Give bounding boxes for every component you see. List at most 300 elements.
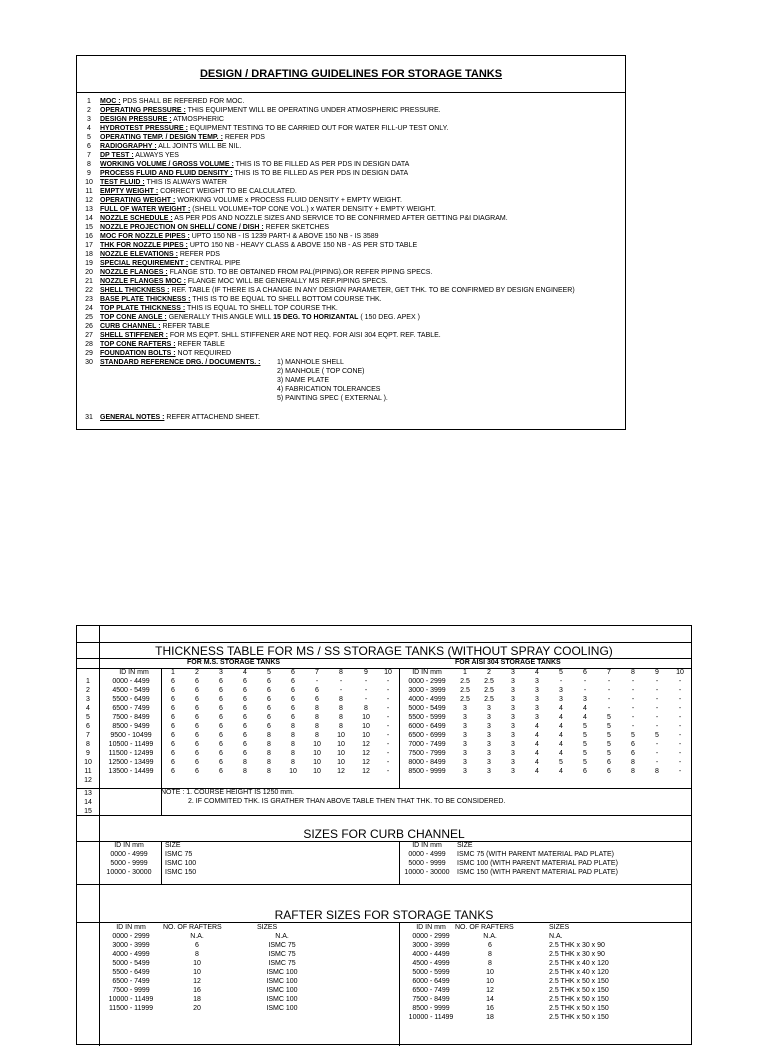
guideline-number: 12: [85, 197, 93, 204]
guideline-number: 30: [85, 359, 93, 366]
guideline-label: DP TEST :: [100, 152, 134, 159]
ms-thickness-value: 8: [291, 723, 295, 730]
guideline-number: 16: [85, 233, 93, 240]
guideline-label: NOZZLE ELEVATIONS :: [100, 251, 178, 258]
guideline-text: [100, 223, 329, 232]
ss-thickness-value: -: [678, 714, 682, 721]
ms-id-range: 9500 - 10499: [110, 732, 152, 739]
ss-thickness-value: 3: [463, 759, 467, 766]
course-header: 3: [511, 669, 515, 676]
rule: [161, 841, 162, 884]
ms-thickness-value: 6: [267, 678, 271, 685]
ss-thickness-value: 3: [511, 714, 515, 721]
guideline-text: [100, 106, 441, 115]
guideline-label: OPERATING PRESSURE :: [100, 107, 186, 114]
guidelines-box: [76, 55, 626, 430]
guideline-label: BASE PLATE THICKNESS :: [100, 296, 191, 303]
ss-thickness-value: 4: [535, 759, 539, 766]
ss-thickness-value: -: [655, 759, 659, 766]
ms-thickness-value: 6: [171, 696, 175, 703]
ss-thickness-value: 4: [559, 714, 563, 721]
ms-thickness-value: 6: [171, 678, 175, 685]
guideline-value: WORKING VOLUME x PROCESS FLUID DENSITY + EMPTY WEIGHT.: [175, 197, 403, 204]
curb-title: SIZES FOR CURB CHANNEL: [303, 827, 465, 841]
guideline-label: EMPTY WEIGHT :: [100, 188, 159, 195]
ss-thickness-value: 4: [559, 750, 563, 757]
ms-thickness-value: 8: [243, 768, 247, 775]
guideline-value: ATMOSPHERIC: [171, 116, 224, 123]
reference-doc-item: 1) MANHOLE SHELL: [277, 359, 344, 366]
ss-id-range: 5500 - 5999: [408, 714, 446, 721]
ss-thickness-value: 3: [487, 705, 491, 712]
guidelines-title: DESIGN / DRAFTING GUIDELINES FOR STORAGE TANKS: [199, 68, 503, 80]
guideline-value: REFER TABLE: [175, 341, 225, 348]
ss-thickness-value: 3: [463, 768, 467, 775]
row-number: 10: [84, 759, 92, 766]
ms-id-range: 10500 - 11499: [108, 741, 154, 748]
row-number: 9: [86, 750, 90, 757]
ms-thickness-value: -: [339, 678, 343, 685]
guideline-number: 22: [85, 287, 93, 294]
ss-thickness-value: -: [655, 723, 659, 730]
ss-id-range: 6500 - 6999: [408, 732, 446, 739]
guideline-number: 11: [85, 188, 93, 195]
ms-thickness-value: 6: [195, 741, 199, 748]
ms-thickness-value: 6: [291, 714, 295, 721]
ms-thickness-value: -: [386, 759, 390, 766]
ss-id-range: 3000 - 3999: [408, 687, 446, 694]
ss-thickness-value: -: [678, 768, 682, 775]
ms-id-range: 8500 - 9499: [112, 723, 150, 730]
ms-thickness-value: 6: [171, 723, 175, 730]
course-header: 5: [559, 669, 563, 676]
guideline-number: 13: [85, 206, 93, 213]
guideline-text: [100, 196, 402, 205]
ss-thickness-value: 3: [463, 741, 467, 748]
ms-thickness-value: 8: [267, 732, 271, 739]
rafter-count: 10: [486, 969, 494, 976]
reference-doc-item: 2) MANHOLE ( TOP CONE): [277, 368, 365, 375]
ms-thickness-value: 6: [243, 750, 247, 757]
ss-thickness-value: -: [655, 696, 659, 703]
rafter-count: 8: [488, 960, 492, 967]
ms-id-range: 7500 - 8499: [112, 714, 150, 721]
guideline-text: [100, 142, 241, 151]
curb-id-range: 10000 - 30000: [106, 869, 152, 876]
ss-thickness-value: -: [631, 714, 635, 721]
ss-thickness-value: 3: [559, 696, 563, 703]
ms-thickness-value: 6: [171, 741, 175, 748]
row-number: 8: [86, 741, 90, 748]
rafter-id-range: 7500 - 9999: [112, 987, 150, 994]
guideline-label: TOP CONE ANGLE :: [100, 314, 167, 321]
rafter-size: 2.5 THK x 40 x 120: [549, 969, 609, 976]
curb-size: ISMC 75 (WITH PARENT MATERIAL PAD PLATE): [457, 851, 615, 858]
course-header: 8: [631, 669, 635, 676]
guideline-label: STANDARD REFERENCE DRG. / DOCUMENTS. :: [100, 359, 261, 366]
ss-thickness-value: 5: [607, 741, 611, 748]
ss-id-range: 5000 - 5499: [408, 705, 446, 712]
guideline-text: [100, 97, 244, 106]
guideline-value: THIS IS EQUAL TO SHELL TOP COURSE THK.: [185, 305, 338, 312]
guideline-label: SHELL THICKNESS :: [100, 287, 170, 294]
rafter-id-range: 4000 - 4499: [412, 951, 450, 958]
ms-thickness-value: 6: [243, 687, 247, 694]
ss-thickness-value: -: [655, 705, 659, 712]
guideline-number: 6: [87, 143, 91, 150]
ss-id-range: 8500 - 9999: [408, 768, 446, 775]
ss-thickness-value: -: [655, 687, 659, 694]
ss-thickness-value: 8: [655, 768, 659, 775]
rafter-id-range: 6000 - 6499: [412, 978, 450, 985]
guideline-number: 18: [85, 251, 93, 258]
guideline-label: WORKING VOLUME / GROSS VOLUME :: [100, 161, 234, 168]
row-number: 14: [84, 799, 92, 806]
course-header: 10: [676, 669, 684, 676]
ms-thickness-value: 6: [171, 687, 175, 694]
ss-thickness-value: 3: [487, 759, 491, 766]
ms-thickness-value: 6: [219, 696, 223, 703]
ss-id-range: 4000 - 4999: [408, 696, 446, 703]
guideline-label: DESIGN PRESSURE :: [100, 116, 172, 123]
ms-thickness-value: -: [364, 678, 368, 685]
thickness-title: THICKNESS TABLE FOR MS / SS STORAGE TANKS (WITHOUT SPRAY COOLING): [155, 644, 613, 658]
ms-thickness-value: 6: [195, 759, 199, 766]
row-number: 6: [86, 723, 90, 730]
ss-thickness-value: -: [678, 687, 682, 694]
rafter-title: RAFTER SIZES FOR STORAGE TANKS: [274, 908, 494, 922]
rafter-id-range: 0000 - 2999: [112, 933, 150, 940]
guideline-text: [100, 358, 260, 367]
guideline-label: OPERATING WEIGHT :: [100, 197, 176, 204]
ss-thickness-value: -: [678, 678, 682, 685]
ss-thickness-value: 3: [487, 714, 491, 721]
guideline-value: ALL JOINTS WILL BE NIL.: [156, 143, 242, 150]
guideline-value: GENERALLY THIS ANGLE WILL: [166, 314, 274, 321]
ms-thickness-value: 6: [195, 732, 199, 739]
ms-thickness-value: 6: [267, 723, 271, 730]
guideline-text: [100, 160, 409, 169]
ss-thickness-value: 3: [463, 723, 467, 730]
ms-thickness-value: 8: [291, 750, 295, 757]
course-header: 4: [243, 669, 247, 676]
ss-thickness-value: 6: [631, 750, 635, 757]
ms-thickness-value: 6: [219, 741, 223, 748]
ms-thickness-value: 6: [243, 732, 247, 739]
ss-thickness-value: 3: [463, 750, 467, 757]
ms-thickness-value: -: [386, 687, 390, 694]
rafter-count-header: NO. OF RAFTERS: [455, 924, 514, 931]
ss-thickness-value: 5: [607, 714, 611, 721]
ss-thickness-value: -: [559, 678, 563, 685]
rafter-id-header: ID IN mm: [116, 924, 146, 931]
ms-thickness-value: 10: [362, 732, 370, 739]
rafter-size: 2.5 THK x 30 x 90: [549, 942, 605, 949]
guideline-label: RADIOGRAPHY :: [100, 143, 157, 150]
ss-thickness-value: -: [678, 696, 682, 703]
ss-thickness-value: -: [678, 759, 682, 766]
ss-thickness-value: -: [607, 678, 611, 685]
ss-thickness-value: 2.5: [484, 687, 494, 694]
rafter-count: 12: [193, 978, 201, 985]
ss-thickness-value: 3: [463, 732, 467, 739]
ms-thickness-value: 8: [315, 705, 319, 712]
ss-thickness-value: 5: [607, 732, 611, 739]
ss-thickness-value: 3: [511, 750, 515, 757]
ss-thickness-value: 2.5: [484, 678, 494, 685]
ms-thickness-value: 6: [291, 678, 295, 685]
guidelines-title-row: [77, 56, 625, 93]
ms-thickness-value: 8: [291, 741, 295, 748]
ms-thickness-value: 6: [171, 732, 175, 739]
ms-thickness-value: 6: [195, 678, 199, 685]
ms-id-range: 12500 - 13499: [108, 759, 154, 766]
rafter-count: 6: [195, 942, 199, 949]
course-header: 6: [583, 669, 587, 676]
curb-id-range: 5000 - 9999: [408, 860, 446, 867]
ms-thickness-value: -: [364, 687, 368, 694]
guideline-number: 9: [87, 170, 91, 177]
guideline-label: THK FOR NOZZLE PIPES :: [100, 242, 188, 249]
guideline-text: [100, 349, 231, 358]
row-number: 12: [84, 777, 92, 784]
guideline-number: 26: [85, 323, 93, 330]
guideline-value: FLANGE MOC WILL BE GENERALLY MS REF.PIPING SPECS.: [185, 278, 388, 285]
rafter-count: 16: [193, 987, 201, 994]
guideline-number: 2: [87, 107, 91, 114]
id-col-header: ID IN mm: [412, 669, 442, 676]
course-header: 3: [219, 669, 223, 676]
ss-id-range: 6000 - 6499: [408, 723, 446, 730]
ms-thickness-value: 8: [267, 759, 271, 766]
course-header: 2: [487, 669, 491, 676]
ms-thickness-value: 6: [267, 687, 271, 694]
ss-thickness-value: 3: [511, 687, 515, 694]
guideline-text: [100, 322, 210, 331]
guideline-label: NOZZLE FLANGES MOC :: [100, 278, 186, 285]
course-header: 1: [171, 669, 175, 676]
ss-thickness-value: 3: [511, 723, 515, 730]
ss-thickness-value: 5: [655, 732, 659, 739]
rafter-count: N.A.: [483, 933, 497, 940]
ss-thickness-value: 3: [583, 696, 587, 703]
ss-thickness-value: 3: [487, 732, 491, 739]
rafter-id-header: ID IN mm: [416, 924, 446, 931]
ss-thickness-value: -: [631, 687, 635, 694]
curb-size: ISMC 100: [165, 860, 197, 867]
guideline-label: PROCESS FLUID AND FLUID DENSITY :: [100, 170, 233, 177]
guideline-text: [100, 133, 265, 142]
ms-thickness-value: 8: [315, 714, 319, 721]
ss-thickness-value: 4: [559, 732, 563, 739]
ms-thickness-value: 6: [243, 714, 247, 721]
reference-doc-item: 5) PAINTING SPEC ( EXTERNAL ).: [277, 395, 388, 402]
ms-thickness-value: -: [386, 732, 390, 739]
ms-thickness-value: 6: [195, 768, 199, 775]
ms-thickness-value: -: [386, 714, 390, 721]
guideline-emphasis: 15 DEG. TO HORIZANTAL: [273, 314, 359, 321]
ss-thickness-value: 6: [631, 741, 635, 748]
rafter-id-range: 10000 - 11499: [408, 1014, 454, 1021]
guideline-number: 17: [85, 242, 93, 249]
ms-thickness-value: 10: [313, 741, 321, 748]
rafter-id-range: 6500 - 7499: [112, 978, 150, 985]
rule: [99, 626, 100, 816]
ms-thickness-value: -: [386, 696, 390, 703]
guideline-label: TEST FLUID :: [100, 179, 145, 186]
ss-thickness-value: 3: [535, 705, 539, 712]
ms-thickness-value: -: [386, 723, 390, 730]
guideline-text: [100, 413, 260, 422]
ss-thickness-value: -: [678, 732, 682, 739]
guideline-text: [100, 205, 436, 214]
guideline-number: 1: [87, 98, 91, 105]
ss-thickness-value: 4: [535, 768, 539, 775]
rule: [399, 668, 400, 788]
guideline-number: 28: [85, 341, 93, 348]
guideline-label: TOP CONE RAFTERS :: [100, 341, 176, 348]
ms-thickness-value: 10: [289, 768, 297, 775]
guideline-text: [100, 313, 420, 322]
ms-id-range: 13500 - 14499: [108, 768, 154, 775]
guideline-label: FOUNDATION BOLTS :: [100, 350, 176, 357]
guideline-text: [100, 331, 441, 340]
ms-thickness-value: 6: [195, 723, 199, 730]
ss-id-range: 7000 - 7499: [408, 741, 446, 748]
guideline-value: ALWAYS YES: [133, 152, 179, 159]
guideline-value: REFER TABLE: [160, 323, 210, 330]
tables-box: [76, 625, 692, 1045]
course-header: 10: [384, 669, 392, 676]
row-number: 7: [86, 732, 90, 739]
ss-id-range: 0000 - 2999: [408, 678, 446, 685]
guideline-text: [100, 250, 220, 259]
reference-doc-item: 4) FABRICATION TOLERANCES: [277, 386, 381, 393]
guideline-value: REFER ATTACHEND SHEET.: [164, 414, 260, 421]
rafter-size: N.A.: [549, 933, 563, 940]
ms-thickness-value: 6: [267, 714, 271, 721]
guideline-number: 3: [87, 116, 91, 123]
ss-thickness-value: 4: [535, 732, 539, 739]
ms-id-range: 4500 - 5499: [112, 687, 150, 694]
ms-thickness-value: 6: [267, 696, 271, 703]
ss-thickness-value: 5: [583, 741, 587, 748]
guideline-text: [100, 241, 417, 250]
rafter-size: N.A.: [275, 933, 289, 940]
ms-thickness-value: 6: [219, 687, 223, 694]
rule: [99, 922, 100, 1046]
ss-thickness-value: 3: [511, 759, 515, 766]
guideline-number: 23: [85, 296, 93, 303]
rafter-count: 16: [486, 1005, 494, 1012]
ms-thickness-value: 10: [337, 759, 345, 766]
guideline-label: TOP PLATE THICKNESS :: [100, 305, 186, 312]
guideline-number: 19: [85, 260, 93, 267]
ss-thickness-value: -: [678, 723, 682, 730]
ms-thickness-value: 6: [171, 750, 175, 757]
ms-thickness-value: 8: [243, 759, 247, 766]
ms-thickness-value: 10: [362, 723, 370, 730]
rule: [77, 884, 691, 885]
ms-thickness-value: 6: [171, 759, 175, 766]
ms-thickness-value: -: [339, 687, 343, 694]
ss-thickness-value: 2.5: [460, 687, 470, 694]
curb-id-range: 10000 - 30000: [404, 869, 450, 876]
ss-thickness-value: 4: [559, 723, 563, 730]
course-header: 7: [607, 669, 611, 676]
rule: [77, 922, 691, 923]
rafter-id-range: 3000 - 3999: [412, 942, 450, 949]
rafter-count: 20: [193, 1005, 201, 1012]
ss-thickness-value: 4: [559, 705, 563, 712]
ss-thickness-value: 8: [631, 759, 635, 766]
guideline-number: 10: [85, 179, 93, 186]
ms-thickness-value: 6: [171, 705, 175, 712]
ms-thickness-value: 8: [339, 696, 343, 703]
curb-size-header: SIZE: [165, 842, 181, 849]
ms-thickness-value: 12: [337, 768, 345, 775]
guideline-text: [100, 277, 388, 286]
course-header: 8: [339, 669, 343, 676]
ms-thickness-value: 12: [362, 741, 370, 748]
ss-thickness-value: 4: [583, 705, 587, 712]
ms-thickness-value: 6: [267, 705, 271, 712]
note-2: 2. IF COMMITED THK. IS GRATHER THAN ABOVE TABLE THEN THAT THK. TO BE CONSIDERED.: [188, 798, 506, 805]
guideline-value: EQUIPMENT TESTING TO BE CARRIED OUT FOR WATER FILL-UP TEST ONLY.: [187, 125, 449, 132]
ss-thickness-value: 3: [511, 768, 515, 775]
guideline-value: CORRECT WEIGHT TO BE CALCULATED.: [158, 188, 297, 195]
reference-doc-item: 3) NAME PLATE: [277, 377, 329, 384]
ms-thickness-value: 6: [195, 714, 199, 721]
ss-thickness-value: 3: [559, 687, 563, 694]
guideline-value-tail: ( 150 DEG. APEX ): [358, 314, 420, 321]
ms-thickness-value: 10: [313, 750, 321, 757]
ss-thickness-value: -: [583, 678, 587, 685]
ms-thickness-value: 8: [315, 732, 319, 739]
rafter-size: 2.5 THK x 50 x 150: [549, 996, 609, 1003]
ss-thickness-value: 5: [607, 750, 611, 757]
guideline-number: 14: [85, 215, 93, 222]
ms-thickness-value: 6: [291, 687, 295, 694]
ss-thickness-value: 5: [583, 759, 587, 766]
guideline-label: GENERAL NOTES :: [100, 414, 165, 421]
ms-thickness-value: 8: [291, 732, 295, 739]
curb-id-range: 5000 - 9999: [110, 860, 148, 867]
guideline-number: 27: [85, 332, 93, 339]
row-number: 2: [86, 687, 90, 694]
curb-size: ISMC 100 (WITH PARENT MATERIAL PAD PLATE): [457, 860, 618, 867]
ms-thickness-value: -: [386, 741, 390, 748]
ss-thickness-value: -: [631, 678, 635, 685]
ms-thickness-value: 6: [195, 696, 199, 703]
curb-size-header: SIZE: [457, 842, 473, 849]
guideline-value: NOT REQUIRED: [175, 350, 232, 357]
guideline-label: NOZZLE PROJECTION ON SHELL/ CONE / DISH :: [100, 224, 264, 231]
ms-thickness-value: 8: [267, 768, 271, 775]
course-header: 2: [195, 669, 199, 676]
ms-thickness-value: 6: [219, 750, 223, 757]
rafter-id-range: 5000 - 5499: [112, 960, 150, 967]
guideline-value: REFER PDS: [222, 134, 265, 141]
row-number: 3: [86, 696, 90, 703]
curb-size: ISMC 150 (WITH PARENT MATERIAL PAD PLATE): [457, 869, 618, 876]
ms-thickness-value: 6: [219, 723, 223, 730]
ms-id-range: 6500 - 7499: [112, 705, 150, 712]
rafter-size: ISMC 75: [268, 960, 296, 967]
rafter-size: 2.5 THK x 40 x 120: [549, 960, 609, 967]
guideline-value: REFER SKETCHES: [263, 224, 330, 231]
guideline-value: CENTRAL PIPE: [188, 260, 241, 267]
